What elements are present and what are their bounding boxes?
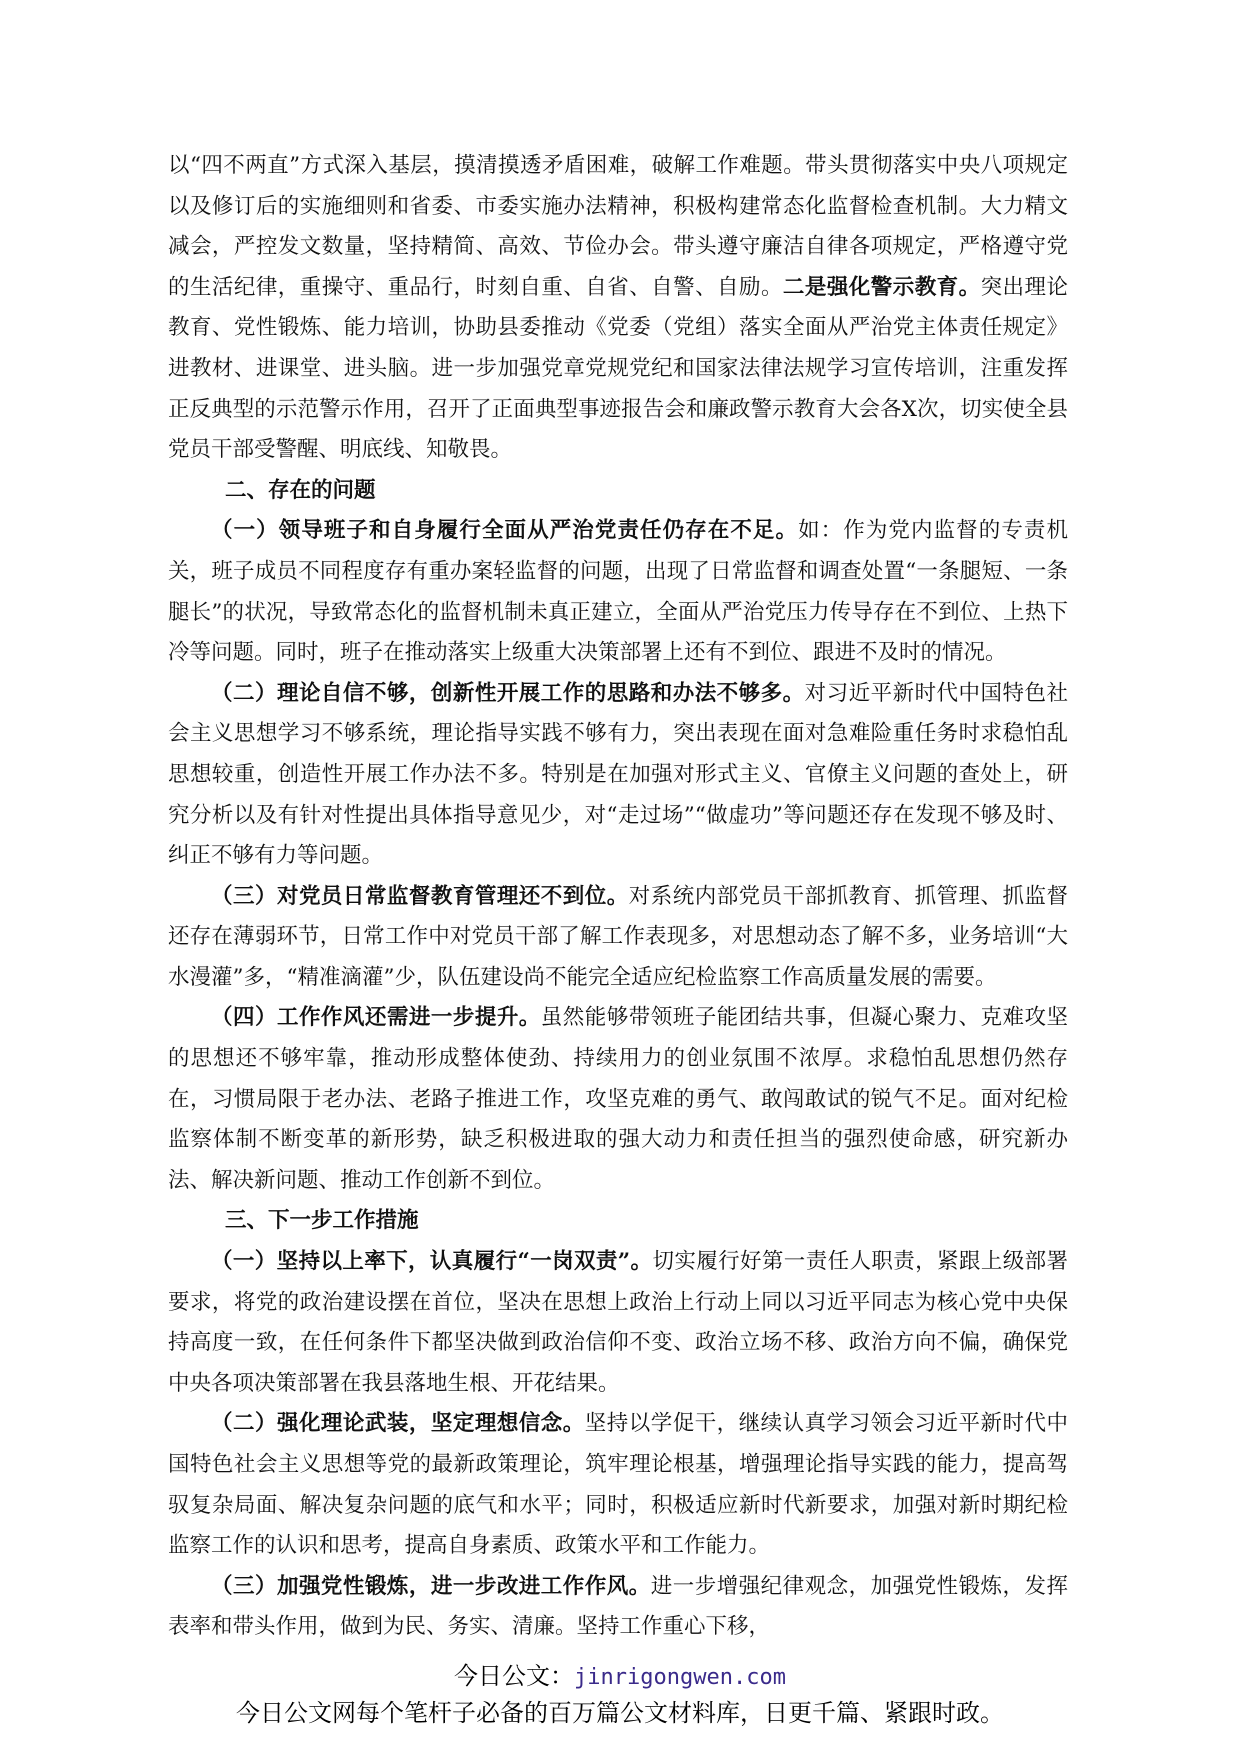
paragraph-lead: （一）领导班子和自身履行全面从严治党责任仍存在不足。	[211, 518, 799, 544]
paragraph-text: 切实履行好第一责任人职责，紧跟上级部署要求，将党的政治建设摆在首位，坚决在思想上政治上行动上同以习近平同志为核心党中央保持高度一致，在任何条件下都坚决做到政治信仰不变、政治立场不移、政治方向不偏，确保党中央各项决策部署在我县落地生根、开花结果。	[168, 1249, 1068, 1396]
paragraph-2-2	[168, 674, 1068, 877]
paragraph-text: 如：作为党内监督的专责机关，班子成员不同程度存有重办案轻监督的问题，出现了日常监督和调查处置“一条腿短、一条腿长”的状况，导致常态化的监督机制未真正建立，全面从严治党压力传导存在不到位、上热下冷等问题。同时，班子在推动落实上级重大决策部署上还有不到位、跟进不及时的情况。	[168, 518, 1068, 666]
section-heading-3: 三、下一步工作措施	[225, 1208, 419, 1234]
footer-site-label: 今日公文：	[454, 1662, 575, 1690]
paragraph-3-3	[168, 1567, 1068, 1648]
paragraph-lead: 二是强化警示教育。	[782, 274, 981, 300]
paragraph-2-4	[168, 998, 1068, 1201]
paragraph-lead: （一）坚持以上率下，认真履行“一岗双责”。	[211, 1249, 653, 1275]
paragraph-3-2	[168, 1404, 1068, 1566]
paragraph-text: 进一步增强纪律观念，加强党性锻炼，发挥表率和带头作用，做到为民、务实、清廉。坚持工作重心下移，	[168, 1573, 1068, 1640]
paragraph-lead: （四）工作作风还需进一步提升。	[211, 1005, 541, 1031]
paragraph-lead: （三）对党员日常监督教育管理还不到位。	[211, 883, 629, 909]
paragraph-2-1	[168, 511, 1068, 673]
paragraph-lead: （二）强化理论武装，坚定理想信念。	[211, 1411, 585, 1437]
paragraph-text: 突出理论教育、党性锻炼、能力培训，协助县委推动《党委（党组）落实全面从严治党主体责任规定》进教材、进课堂、进头脑。进一步加强党章党规党纪和国家法律法规学习宣传培训，注重发挥正反典型的示范警示作用，召开了正面典型事迹报告会和廉政警示教育大会各X次，切实使全县党员干部受警醒、明底线、知敬畏。	[168, 274, 1068, 463]
section-heading-2: 二、存在的问题	[225, 477, 376, 503]
paragraph-lead: （二）理论自信不够，创新性开展工作的思路和办法不够多。	[211, 680, 805, 706]
paragraph-text: 以“四不两直”方式深入基层，摸清摸透矛盾困难，破解工作难题。带头贯彻落实中央八项规定以及修订后的实施细则和省委、市委实施办法精神，积极构建常态化监督检查机制。大力精文减会，严控发文数量，坚持精简、高效、节俭办会。带头遵守廉洁自律各项规定，严格遵守党的生活纪律，重操守、重品行，时刻自重、自省、自警、自励。	[168, 153, 1068, 300]
paragraph-1	[168, 146, 1068, 471]
footer-tagline: 今日公文网每个笔杆子必备的百万篇公文材料库，日更千篇、紧跟时政。	[236, 1699, 1004, 1727]
footer-site-line	[0, 1656, 1240, 1691]
paragraph-3-1	[168, 1242, 1068, 1404]
paragraph-text: 对习近平新时代中国特色社会主义思想学习不够系统，理论指导实践不够有力，突出表现在面对急难险重任务时求稳怕乱思想较重，创造性开展工作办法不多。特别是在加强对形式主义、官僚主义问题的查处上，研究分析以及有针对性提出具体指导意见少，对“走过场”“做虚功”等问题还存在发现不够及时、纠正不够有力等问题。	[168, 680, 1068, 869]
document-body	[168, 146, 1068, 1648]
paragraph-2-3	[168, 877, 1068, 999]
paragraph-text: 坚持以学促干，继续认真学习领会习近平新时代中国特色社会主义思想等党的最新政策理论，筑牢理论根基，增强理论指导实践的能力，提高驾驭复杂局面、解决复杂问题的底气和水平；同时，积极适应新时代新要求，加强对新时期纪检监察工作的认识和思考，提高自身素质、政策水平和工作能力。	[168, 1411, 1068, 1559]
paragraph-text: 对系统内部党员干部抓教育、抓管理、抓监督还存在薄弱环节，日常工作中对党员干部了解工作表现多，对思想动态了解不多，业务培训“大水漫灌”多，“精准滴灌”少，队伍建设尚不能完全适应纪检监察工作高质量发展的需要。	[168, 883, 1068, 990]
footer-site-link[interactable]: jinrigongwen.com	[574, 1665, 786, 1690]
paragraph-lead: （三）加强党性锻炼，进一步改进工作作风。	[211, 1573, 651, 1599]
paragraph-text: 虽然能够带领班子能团结共事，但凝心聚力、克难攻坚的思想还不够牢靠，推动形成整体使劲、持续用力的创业氛围不浓厚。求稳怕乱思想仍然存在，习惯局限于老办法、老路子推进工作，攻坚克难的勇气、敢闯敢试的锐气不足。面对纪检监察体制不断变革的新形势，缺乏积极进取的强大动力和责任担当的强烈使命感，研究新办法、解决新问题、推动工作创新不到位。	[168, 1005, 1068, 1193]
